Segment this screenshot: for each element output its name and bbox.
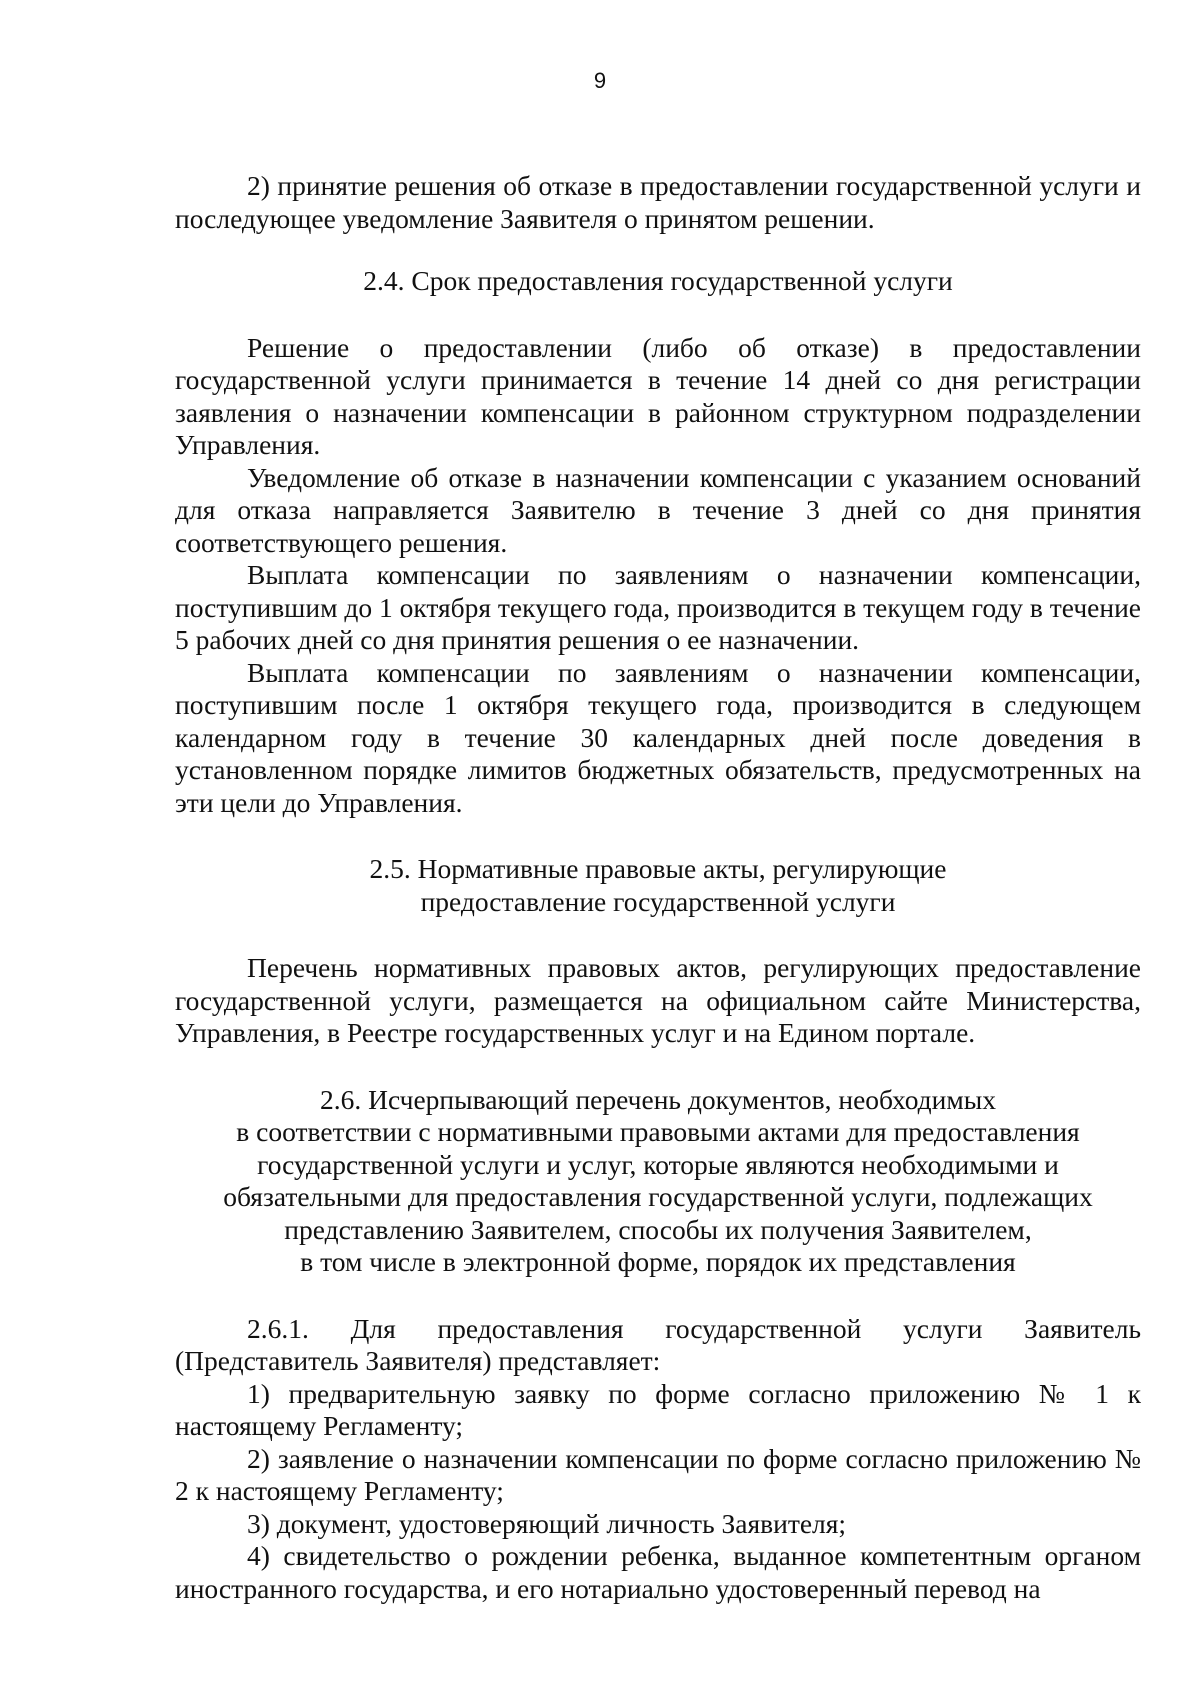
section-2-6-heading-line-1: 2.6. Исчерпывающий перечень документов, необходимых	[319, 1083, 997, 1115]
section-2-6-list-item-2: 2) заявление о назначении компенсации по форме согласно приложению № 2 к настоящему Регламенту;	[175, 1442, 1141, 1506]
section-2-4-paragraph-2: Уведомление об отказе в назначении компенсации с указанием оснований для отказа направляется Заявителю в течение 3 дней со дня принятия соответствующего решения.	[175, 461, 1141, 558]
section-2-6-heading-line-4: обязательными для предоставления государственной услуги, подлежащих	[223, 1181, 1093, 1212]
page-number: 9	[593, 68, 607, 93]
section-2-6-heading-line-3: государственной услуги и услуг, которые являются необходимыми и	[257, 1148, 1059, 1180]
section-2-6-list-item-3: 3) документ, удостоверяющий личность Заявителя;	[247, 1507, 847, 1539]
section-2-6-heading-line-5: представлению Заявителем, способы их получения Заявителем,	[284, 1213, 1032, 1245]
section-2-4-paragraph-1: Решение о предоставлении (либо об отказе) в предоставлении государственной услуги принимается в течение 14 дней со дня регистрации заявления о назначении компенсации в районном структурном подразделении Управления.	[175, 331, 1141, 460]
section-2-6-list-item-1: 1) предварительную заявку по форме согласно приложению № 1 к настоящему Регламенту;	[175, 1377, 1141, 1441]
section-2-4-paragraph-3: Выплата компенсации по заявлениям о назначении компенсации, поступившим до 1 октября текущего года, производится в текущем году в течение 5 рабочих дней со дня принятия решения о ее назначении.	[175, 559, 1142, 655]
section-2-6-list-item-4: 4) свидетельство о рождении ребенка, выданное компетентным органом иностранного государства, и его нотариально удостоверенный перевод на	[175, 1540, 1141, 1604]
section-2-5-heading	[175, 853, 1141, 918]
section-2-5-heading-line-1: 2.5. Нормативные правовые акты, регулирующие	[369, 853, 947, 884]
section-2-6-heading-line-2: в соответствии с нормативными правовыми актами для предоставления	[236, 1116, 1080, 1147]
document-body	[175, 170, 1141, 1605]
section-2-6-1-paragraph: 2.6.1. Для предоставления государственной услуги Заявитель (Представитель Заявителя) представляет:	[175, 1312, 1141, 1376]
section-2-4-heading: 2.4. Срок предоставления государственной услуги	[363, 265, 953, 296]
section-2-6-heading	[175, 1084, 1141, 1279]
section-2-6-heading-line-6: в том числе в электронной форме, порядок их представления	[300, 1246, 1016, 1277]
section-2-5-paragraph-1: Перечень нормативных правовых актов, регулирующих предоставление государственной услуги, размещается на официальном сайте Министерства, Управления, в Реестре государственных услуг и на Едином портале.	[175, 952, 1141, 1048]
intro-item-2: 2) принятие решения об отказе в предоставлении государственной услуги и последующее уведомление Заявителя о принятом решении.	[175, 170, 1141, 234]
section-2-5-heading-line-2: предоставление государственной услуги	[420, 885, 896, 917]
section-2-4-paragraph-4: Выплата компенсации по заявлениям о назначении компенсации, поступившим после 1 октября текущего года, производится в следующем календарном году в течение 30 календарных дней после доведения в установленном порядке лимитов бюджетных обязательств, предусмотренных на эти цели до Управления.	[175, 656, 1141, 818]
